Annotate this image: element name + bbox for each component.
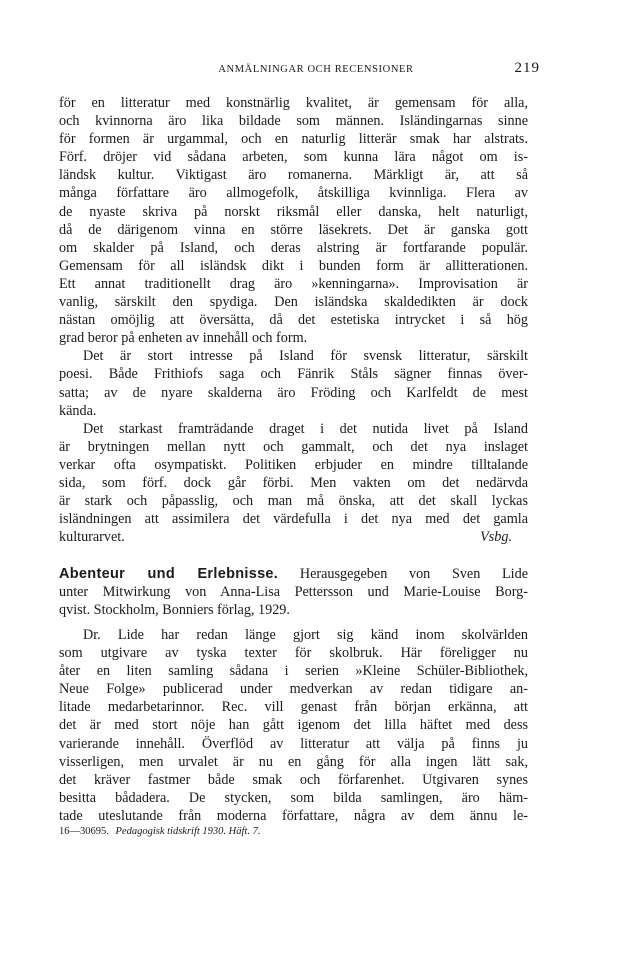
text-line: sida, som förf. dock går förbi. Men vakten om det nedärvda bbox=[59, 474, 528, 491]
text-line: för en litteratur med konstnärlig kvalitet, är gemensam för alla, bbox=[59, 95, 528, 111]
text-line: nästan omöjlig att översätta, då det estetiska intrycket i så hög bbox=[59, 312, 528, 329]
page-footer bbox=[59, 826, 260, 837]
text-line: Det är stort intresse på Island för svensk litteratur, särskilt bbox=[83, 348, 528, 365]
text-line: besitta bådadera. De stycken, som bilda samlingen, äro häm- bbox=[59, 789, 528, 806]
review-heading-line: unter Mitwirkung von Anna-Lisa Pettersson und Marie-Louise Borg- bbox=[59, 584, 528, 601]
text-line: många författare äro allmogefolk, åtskilliga kvinnliga. Flera av bbox=[59, 185, 528, 202]
review-heading-rest: Herausgegeben von Sven Lide bbox=[299, 566, 529, 582]
text-line: visserligen, men urvalet är nu en gång för alla ingen lätt sak, bbox=[59, 753, 528, 770]
running-header: ANMÄLNINGAR OCH RECENSIONER bbox=[218, 64, 414, 75]
text-line: åter en liten samling sådana i serien »Kleine Schüler-Bibliothek, bbox=[59, 663, 528, 680]
text-line: kulturarvet. bbox=[59, 529, 125, 546]
text-line: satta; av de nyare skalderna äro Fröding och Karlfeldt de mest bbox=[59, 384, 528, 401]
text-line: om skalder på Island, och deras alstring är fortfarande populär. bbox=[59, 239, 528, 256]
journal-reference: Pedagogisk tidskrift 1930. Häft. 7. bbox=[115, 826, 261, 837]
text-line: Förf. dröjer vid sådana arbeten, som kunna lära något om is- bbox=[59, 149, 528, 166]
text-line: är stark och påpasslig, och man må önska, att det skall lyckas bbox=[59, 493, 528, 510]
signature-mark: 16—30695. bbox=[59, 826, 109, 837]
text-line: vanlig, särskilt den spydiga. Den isländska skaldedikten är dock bbox=[59, 294, 528, 311]
text-line: tade uteslutande från moderna författare, några av dem ännu le- bbox=[59, 807, 528, 824]
review-continuation bbox=[59, 94, 528, 546]
text-line: är brytningen mellan nytt och gammalt, och det nya inslaget bbox=[59, 438, 528, 455]
text-line: och kvinnorna äro lika bildade som männen. Isländingarnas sinne bbox=[59, 113, 528, 130]
text-line: Neue Folge» publicerad under medverkan av redan tidigare an- bbox=[59, 681, 528, 698]
reviewer-signature: Vsbg. bbox=[480, 529, 512, 546]
text-line: då de därigenom vinna en större läsekrets. Det är ganska gott bbox=[59, 221, 528, 238]
text-line: kända. bbox=[59, 402, 97, 419]
text-line: ländsk kultur. Viktigast äro romanerna. Märkligt är, att så bbox=[59, 167, 528, 184]
text-line: varierande innehåll. Överflöd av litteratur att välja på finns ju bbox=[59, 735, 528, 752]
text-line: litade medarbetarinnor. Rec. vill genast från början erkänna, att bbox=[59, 699, 528, 716]
text-line: grad beror på enheten av innehåll och form. bbox=[59, 330, 308, 347]
text-line: Dr. Lide har redan länge gjort sig känd inom skolvärlden bbox=[83, 627, 528, 643]
review-abenteur bbox=[59, 565, 528, 619]
text-line: som utgivare av tyska texter för skolbruk. Här föreligger nu bbox=[59, 645, 528, 662]
text-line: poesi. Både Frithiofs saga och Fänrik Ståls sägner finnas över- bbox=[59, 366, 528, 383]
text-line: Gemensam för all isländsk dikt i bunden form är allitterationen. bbox=[59, 257, 528, 274]
page-number: 219 bbox=[514, 60, 540, 76]
review-body bbox=[59, 626, 528, 825]
text-line: Ett annat traditionellt drag äro »kenningarna». Improvisation är bbox=[59, 275, 528, 292]
review-title: Abenteur und Erlebnisse. bbox=[59, 566, 279, 582]
text-line: det är med stort nöje han gått igenom det lilla häftet med dess bbox=[59, 717, 528, 734]
review-heading-line: qvist. Stockholm, Bonniers förlag, 1929. bbox=[59, 602, 290, 619]
closing-line bbox=[59, 528, 528, 546]
review-heading-line bbox=[59, 565, 528, 583]
text-line: det kräver fastmer både smak och förfarenhet. Utgivaren synes bbox=[59, 771, 528, 788]
text-line: för formen är urgammal, och en naturlig litterär smak har alstrats. bbox=[59, 131, 528, 148]
text-line: isländningen att assimilera det värdefulla i det nya med det gamla bbox=[59, 511, 528, 528]
text-line: de nyaste skriva på norskt riksmål eller danska, helt naturligt, bbox=[59, 203, 528, 220]
text-line: Det starkast framträdande draget i det nutida livet på Island bbox=[83, 420, 528, 437]
text-line: verkar ofta osympatiskt. Politiken erbjuder en mindre tilltalande bbox=[59, 456, 528, 473]
